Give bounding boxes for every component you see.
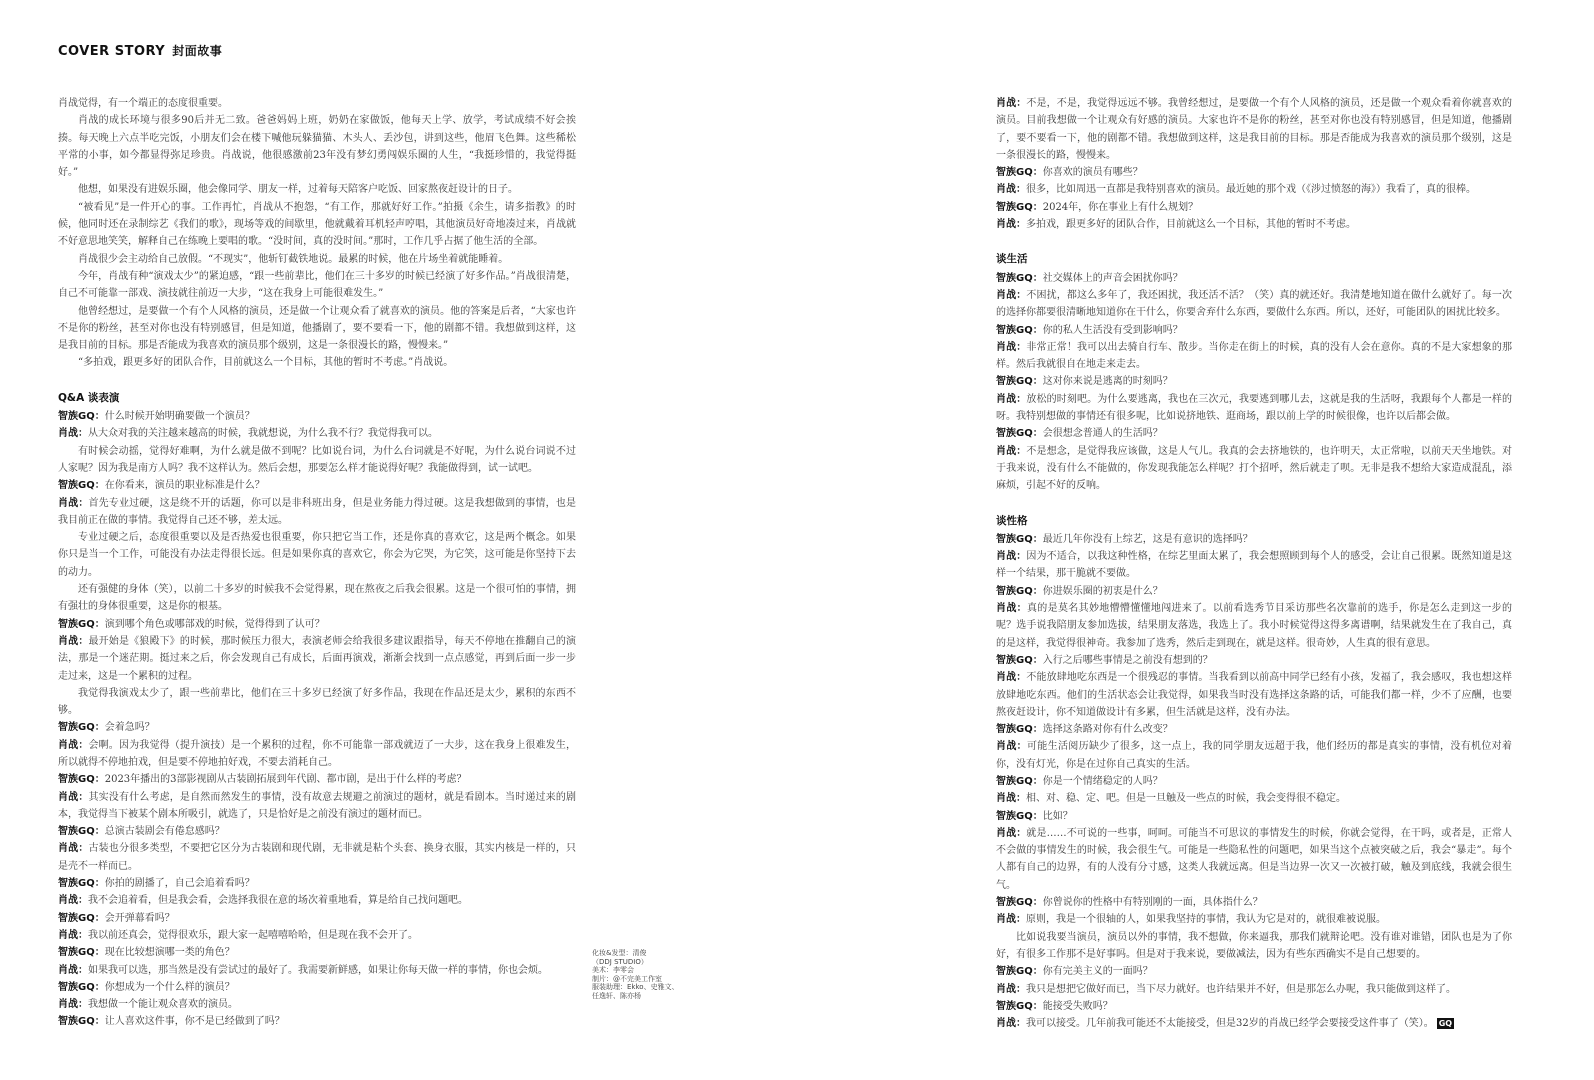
section-title-acting: Q&A 谈表演: [58, 391, 120, 404]
acting-paragraph: 有时候会动摇，觉得好难啊，为什么就是做不到呢？比如说台词，为什么台词就是不好呢，为什么说台词说不过人家呢？因为我是南方人吗？我不这样认为。然后会想，那要怎么样才能说得好呢？我能做得到，试一试吧。: [58, 445, 576, 474]
answer-text: 首先专业过硬，这是绕不开的话题，你可以是非科班出身，但是业务能力得过硬。这是我想做到的事情，也是我目前正在做的事情。我觉得自己还不够，差太远。: [58, 497, 577, 526]
credit-line: 化妆&发型：清俊: [592, 949, 647, 957]
character-question: [996, 652, 1512, 669]
answer-text: 可能生活阅历缺少了很多，这一点上，我的同学朋友远超于我，他们经历的都是真实的事情，没有机位对着你，没有灯光，你是在过你自己真实的生活。: [996, 741, 1513, 770]
answer-text: 我只是想把它做好而已，当下尽力就好。也许结果并不好，但是那怎么办呢，我只能做到这样了。: [1026, 983, 1456, 995]
answer-text: 不能放肆地吃东西是一个很残忍的事情。当我看到以前高中同学已经有小孩，发福了，我会感叹，我也想这样放肆地吃东西。他们的生活状态会让我觉得，如果我当时没有选择这条路的话，可能我们都一样，少不了应酬，也要熬夜赶设计，你不知道做设计有多累，但生活就是这样，没有办法。: [996, 672, 1513, 718]
section-header: [58, 42, 222, 59]
interviewer-label: 智族GQ：: [996, 654, 1043, 666]
gq-end-mark: GQ: [1438, 1019, 1453, 1029]
interviewee-label: 肖战：: [996, 983, 1026, 995]
interviewer-label: 智族GQ：: [58, 618, 105, 630]
acting-question: [58, 616, 576, 633]
interviewee-label: 肖战：: [996, 551, 1027, 563]
intro-paragraph: 他曾经想过，是要做一个有个人风格的演员，还是做一个让观众看了就喜欢的演员。他的答案是后者，“大家也许不是你的粉丝，甚至对你也没有特别感冒，但是知道，他播剧了，要不要看一下，他的剧都不错。我想做到这样，这是我目前的目标。那是否能成为我喜欢的演员那个级别，这是一条很漫长的路，慢慢来。”: [58, 305, 576, 352]
interviewer-label: 智族GQ：: [996, 724, 1043, 736]
interviewee-label: 肖战：: [58, 635, 89, 647]
interviewee-label: 肖战：: [996, 289, 1027, 301]
character-answer: [996, 825, 1512, 894]
interviewer-label: 智族GQ：: [996, 324, 1043, 336]
interviewer-label: 智族GQ：: [996, 585, 1043, 597]
interviewer-label: 智族GQ：: [996, 775, 1043, 787]
credit-line: 任逸轩、陈亦杨: [592, 991, 641, 1000]
character-question: [996, 583, 1512, 600]
interviewer-label: 智族GQ：: [996, 376, 1043, 388]
question-text: 你的私人生活没有受到影响吗？: [1042, 324, 1183, 336]
interviewee-label: 肖战：: [996, 914, 1026, 926]
acting-question: [58, 771, 576, 788]
acting-question: [58, 944, 576, 961]
question-text: 你曾说你的性格中有特别刚的一面，具体指什么？: [1042, 897, 1263, 909]
answer-text: 我可以接受。几年前我可能还不太能接受，但是32岁的肖战已经学会要接受这件事了（笑）。: [1026, 1018, 1434, 1030]
interviewer-label: 智族GQ：: [996, 966, 1043, 978]
answer-text: 真的是莫名其妙地懵懵懂懂地闯进来了。以前看选秀节目采访那些名次靠前的选手，你是怎么走到这一步的呢？选手说我陪朋友参加选拔，结果朋友落选，我选上了。我小时候觉得这得多离谱啊，结果就发生在了我自己，真的是这样，我觉得很神奇。我参加了选秀，然后走到现在，就是这样。很奇妙，人生真的很有意思。: [996, 603, 1513, 649]
acting-cont-question: [996, 164, 1512, 181]
acting-question: [58, 910, 576, 927]
intro-paragraph: 肖战的成长环境与很多90后并无二致。爸爸妈妈上班，奶奶在家做饭，他每天上学、放学，考试成绩不好会挨揍。每天晚上六点半吃完饭，小朋友们会在楼下喊他玩躲猫猫、木头人、丢沙包，讲到这些，他眉飞色舞。这些稀松平常的小事，如今都显得弥足珍贵。肖战说，他很感激前23年没有梦幻勇闯娱乐圈的人生，“我挺珍惜的，我觉得挺好。”: [58, 115, 576, 179]
interviewer-label: 智族GQ：: [58, 722, 105, 734]
answer-text: 多拍戏，跟更多好的团队合作，目前就这么一个目标，其他的暂时不考虑。: [1026, 219, 1356, 231]
answer-text: 因为不适合，以我这种性格，在综艺里面太累了，我会想照顾到每个人的感受，会让自己很累。既然知道是这样一个结果，那干脆就不要做。: [996, 551, 1513, 580]
question-text: 社交媒体上的声音会困扰你吗？: [1042, 272, 1183, 284]
left-column: [58, 95, 576, 1031]
intro-paragraph: “被看见”是一件开心的事。工作再忙，肖战从不抱怨，“有工作，那就好好工作。”拍摄《余生，请多指教》的时候，他同时还在录制综艺《我们的歌》，现场等戏的间歇里，他就戴着耳机轻声哼唱，其他演员好奇地凑过来，肖战就不好意思地笑笑，解释自己在练晚上要唱的歌。“没时间，真的没时间。”那时，工作几乎占据了他生活的全部。: [58, 201, 576, 248]
interviewer-label: 智族GQ：: [58, 947, 105, 959]
interviewer-label: 智族GQ：: [58, 480, 105, 492]
interviewer-label: 智族GQ：: [58, 912, 105, 924]
answer-text: 从大众对我的关注越来越高的时候，我就想说，为什么我不行？我觉得我可以。: [88, 428, 438, 440]
acting-answer: [58, 962, 576, 979]
acting-answer: [58, 633, 576, 685]
right-column: [996, 95, 1512, 1032]
question-text: 你喜欢的演员有哪些？: [1042, 167, 1143, 179]
interviewer-label: 智族GQ：: [996, 810, 1043, 822]
character-answer: [996, 790, 1512, 807]
life-question: [996, 373, 1512, 390]
answer-text: 相、对、稳、定、吧。但是一旦触及一些点的时候，我会变得很不稳定。: [1026, 793, 1346, 805]
character-answer: [996, 911, 1512, 928]
answer-text: 最开始是《狼殿下》的时候，那时候压力很大，表演老师会给我很多建议跟指导，每天不停地在推翻自己的演法，那是一个迷茫期。挺过来之后，你会发现自己有成长，后面再演戏，渐渐会找到一点点感觉，再到后面一步一步走过来，这是一个累积的过程。: [58, 635, 577, 682]
question-text: 比如？: [1042, 810, 1073, 822]
question-text: 总演古装剧会有倦怠感吗？: [104, 826, 225, 838]
acting-question: [58, 875, 576, 892]
character-question: [996, 963, 1512, 980]
question-text: 会开弹幕看吗？: [104, 912, 175, 924]
interviewee-label: 肖战：: [996, 827, 1027, 839]
question-text: 会着急吗？: [104, 722, 155, 734]
question-text: 2024年，你在事业上有什么规划？: [1042, 201, 1199, 213]
life-question: [996, 425, 1512, 442]
question-text: 你有完美主义的一面吗？: [1042, 966, 1153, 978]
interviewee-label: 肖战：: [58, 497, 89, 509]
intro-paragraph: 他想，如果没有进娱乐圈，他会像同学、朋友一样，过着每天陪客户吃饭、回家熬夜赶设计的日子。: [78, 184, 518, 196]
interviewer-label: 智族GQ：: [996, 1000, 1043, 1012]
question-text: 这对你来说是逃离的时刻吗？: [1042, 376, 1173, 388]
acting-paragraph: 专业过硬之后，态度很重要以及是否热爱也很重要，你只把它当工作，还是你真的喜欢它，这是两个概念。如果你只是当一个工作，可能没有办法走得很长远。但是如果你真的喜欢它，你会为它哭，为它笑，这可能是你坚持下去的动力。: [58, 532, 576, 578]
question-text: 在你看来，演员的职业标准是什么？: [104, 480, 265, 492]
interviewee-label: 肖战：: [996, 341, 1027, 353]
interviewee-label: 肖战：: [996, 1018, 1026, 1030]
acting-cont-question: [996, 199, 1512, 216]
character-question: [996, 894, 1512, 911]
question-text: 能接受失败吗？: [1042, 1000, 1113, 1012]
interviewee-label: 肖战：: [996, 219, 1026, 231]
interviewee-label: 肖战：: [996, 98, 1027, 109]
interviewer-label: 智族GQ：: [996, 533, 1043, 545]
question-text: 你想成为一个什么样的演员？: [104, 981, 235, 993]
character-answer: [996, 669, 1512, 721]
answer-text: 放松的时刻吧。为什么要逃离，我也在三次元，我要逃到哪儿去，这就是我的生活呀，我跟每个人都是一样的呀。我特别想做的事情还有很多呢，比如说挤地铁、逛商场，跟以前上学的时候很像，也许以后都会做。: [996, 393, 1513, 423]
character-question: [996, 773, 1512, 790]
character-question: [996, 721, 1512, 738]
answer-text: 古装也分很多类型，不要把它区分为古装剧和现代剧，无非就是粘个头套、换身衣服，其实内核是一样的，只是壳不一样而已。: [58, 843, 577, 872]
header-title-en: COVER STORY: [58, 44, 166, 59]
interviewee-label: 肖战：: [58, 843, 89, 855]
acting-answer: [58, 927, 576, 944]
intro-paragraph: “多拍戏，跟更多好的团队合作，目前就这么一个目标，其他的暂时不考虑。”肖战说。: [78, 357, 454, 369]
acting-answer: [58, 840, 576, 875]
intro-paragraph: 今年，肖战有种“演戏太少”的紧迫感，“跟一些前辈比，他们在三十多岁的时候已经演了好多作品。”肖战很清楚，自己不可能靠一部戏、演技就往前迈一大步，“这在我身上可能很难发生。”: [58, 270, 576, 300]
question-text: 让人喜欢这件事，你不是已经做到了吗？: [104, 1016, 285, 1028]
interviewee-label: 肖战：: [996, 445, 1027, 457]
answer-text: 我想做一个能让观众喜欢的演员。: [88, 999, 238, 1011]
acting-answer: [58, 495, 576, 530]
interviewer-label: 智族GQ：: [58, 1016, 105, 1028]
answer-text: 就是……不可说的一些事，呵呵。可能当不可思议的事情发生的时候，你就会觉得，在干吗，或者是，正常人不会做的事情发生的时候，我会很生气。可能是一些隐私性的问题吧，如果当这个点被突破之后，我会“暴走”。每个人都有自己的边界，有的人没有分寸感，这类人我就远离。但是当边界一次又一次被打破，触及到底线，我就会很生气。: [996, 827, 1513, 891]
answer-text: 会啊。因为我觉得（提升演技）是一个累积的过程，你不可能靠一部戏就迈了一大步，这在我身上很难发生，所以就得不停地拍戏，但是要不停地拍好戏，不要去消耗自己。: [58, 739, 577, 768]
intro-paragraph: 肖战很少会主动给自己放假。“不现实”，他斩钉截铁地说。最累的时候，他在片场坐着就能睡着。: [78, 253, 509, 265]
interviewer-label: 智族GQ：: [996, 272, 1043, 284]
acting-question: [58, 477, 576, 494]
interviewee-label: 肖战：: [996, 393, 1027, 405]
interviewee-label: 肖战：: [996, 672, 1027, 684]
acting-answer: [58, 789, 576, 824]
acting-question: [58, 408, 576, 425]
interviewer-label: 智族GQ：: [996, 428, 1043, 440]
header-title-cn: 封面故事: [172, 44, 223, 58]
interviewer-label: 智族GQ：: [58, 981, 105, 993]
character-question: [996, 998, 1512, 1015]
acting-answer: [58, 892, 576, 909]
photo-credits: [592, 949, 692, 1001]
acting-cont-answer: [996, 95, 1512, 164]
answer-text: 其实没有什么考虑，是自然而然发生的事情，没有故意去规避之前演过的题材，就是看剧本。当时递过来的剧本，我觉得当下被某个剧本所吸引，就选了，只是恰好是之前没有演过的题材而已。: [58, 791, 577, 820]
character-question: [996, 808, 1512, 825]
interviewer-label: 智族GQ：: [996, 897, 1043, 909]
section-title-character: 谈性格: [996, 514, 1028, 527]
interviewee-label: 肖战：: [996, 184, 1026, 196]
life-answer: [996, 287, 1512, 322]
character-question: [996, 531, 1512, 548]
interviewee-label: 肖战：: [58, 929, 88, 941]
interviewee-label: 肖战：: [996, 603, 1027, 615]
interviewee-label: 肖战：: [58, 791, 89, 803]
character-answer: [996, 738, 1512, 773]
question-text: 最近几年你没有上综艺，这是有意识的选择吗？: [1042, 533, 1253, 545]
interviewee-label: 肖战：: [996, 741, 1027, 753]
life-answer: [996, 391, 1512, 426]
acting-cont-answer: [996, 216, 1512, 233]
interviewee-label: 肖战：: [58, 428, 88, 440]
answer-text: 不困扰，都这么多年了，我还困扰，我还活不活？（笑）真的就还好。我清楚地知道在做什么就好了。每一次的选择你都要很清晰地知道你在干什么，你要舍弃什么东西，要做什么东西。所以，还好，可能团队的困扰比较多。: [996, 289, 1513, 319]
life-answer: [996, 443, 1512, 495]
section-title-life: 谈生活: [996, 253, 1028, 266]
interviewer-label: 智族GQ：: [58, 411, 105, 423]
credit-line: 美术：李零会: [592, 966, 634, 975]
answer-text: 不是想念，是觉得我应该做，这是人气儿。我真的会去挤地铁的，也许明天，太正常啦，以前天天坐地铁。对于我来说，没有什么不能做的，你发现我能怎么样呢？打个招呼，然后就走了呗。无非是我不想给大家造成混乱，添麻烦，引起不好的反响。: [996, 445, 1513, 492]
answer-text: 原则，我是一个很轴的人，如果我坚持的事情，我认为它是对的，就很难被说服。: [1026, 914, 1386, 926]
interviewee-label: 肖战：: [58, 895, 88, 907]
interviewer-label: 智族GQ：: [58, 826, 105, 838]
acting-cont-answer: [996, 181, 1512, 198]
credit-line: 服装助理：Ekko、史雅文、: [592, 983, 679, 992]
answer-text: 我不会追着看，但是我会看，会选择我很在意的场次着重地看，算是给自己找问题吧。: [88, 895, 468, 907]
life-answer: [996, 339, 1512, 374]
question-text: 你进娱乐圈的初衷是什么？: [1042, 585, 1163, 597]
acting-question: [58, 719, 576, 736]
answer-text: 很多，比如周迅一直都是我特别喜欢的演员。最近她的那个戏（《涉过愤怒的海》）我看了，真的很棒。: [1026, 184, 1476, 196]
character-answer: [996, 548, 1512, 583]
question-text: 2023年播出的3部影视剧从古装剧拓展到年代剧、都市剧，是出于什么样的考虑？: [104, 774, 467, 786]
interviewer-label: 智族GQ：: [58, 774, 105, 786]
character-answer: [996, 600, 1512, 652]
credit-line: （DDJ STUDIO）: [592, 957, 648, 966]
credit-line: 制片：@不完美工作室: [592, 974, 662, 983]
acting-question: [58, 1013, 576, 1030]
interviewee-label: 肖战：: [58, 964, 88, 976]
interviewee-label: 肖战：: [996, 793, 1026, 805]
acting-answer: [58, 425, 576, 442]
question-text: 你是一个情绪稳定的人吗？: [1042, 775, 1163, 787]
question-text: 演到哪个角色或哪部戏的时候，觉得得到了认可？: [104, 618, 325, 630]
life-question: [996, 270, 1512, 287]
answer-text: 不是，不是，我觉得远远不够。我曾经想过，是要做一个有个人风格的演员，还是做一个观众看着你就喜欢的演员。目前我想做一个让观众有好感的演员。大家也许不是你的粉丝，甚至对你也没有特别感冒，但是知道，他播剧了，要不要看一下，他的剧都不错。我想做到这样，这是我目前的目标。那是否能成为我喜欢的演员那个级别，这是一条很漫长的路，慢慢来。: [996, 98, 1513, 161]
question-text: 什么时候开始明确要做一个演员？: [104, 411, 255, 423]
question-text: 选择这条路对你有什么改变？: [1042, 724, 1173, 736]
character-answer: [996, 1015, 1512, 1032]
answer-text: 非常正常！我可以出去骑自行车、散步。当你走在街上的时候，真的没有人会在意你。真的不是大家想象的那样。然后我就很自在地走来走去。: [996, 341, 1513, 371]
question-text: 入行之后哪些事情是之前没有想到的？: [1042, 654, 1213, 666]
acting-answer: [58, 996, 576, 1013]
interviewer-label: 智族GQ：: [996, 201, 1043, 213]
acting-paragraph: 还有强健的身体（笑），以前二十多岁的时候我不会觉得累，现在熬夜之后我会很累。这是一个很可怕的事情，拥有强壮的身体很重要，这是你的根基。: [58, 584, 576, 613]
acting-question: [58, 979, 576, 996]
character-paragraph: 比如说我要当演员，演员以外的事情，我不想做，你来逼我，那我们就辩论吧。没有谁对谁错，团队也是为了你好，有很多工作那不是好事吗。但是对于我来说，要做减法，因为有些东西确实不是自己想要的。: [996, 931, 1512, 960]
acting-question: [58, 823, 576, 840]
interviewer-label: 智族GQ：: [996, 167, 1043, 179]
question-text: 现在比较想演哪一类的角色？: [104, 947, 235, 959]
answer-text: 我以前还真会，觉得很欢乐，跟大家一起嘻嘻哈哈，但是现在我不会开了。: [88, 929, 418, 941]
answer-text: 如果我可以选，那当然是没有尝试过的最好了。我需要新鲜感，如果让你每天做一样的事情，你也会烦。: [88, 964, 548, 976]
character-answer: [996, 981, 1512, 998]
question-text: 会很想念普通人的生活吗？: [1042, 428, 1163, 440]
interviewee-label: 肖战：: [58, 999, 88, 1011]
acting-paragraph: 我觉得我演戏太少了，跟一些前辈比，他们在三十多岁已经演了好多作品，我现在作品还是太少，累积的东西不够。: [58, 687, 576, 717]
interviewee-label: 肖战：: [58, 739, 89, 751]
intro-paragraph: 肖战觉得，有一个端正的态度很重要。: [58, 98, 228, 109]
life-question: [996, 322, 1512, 339]
question-text: 你拍的剧播了，自己会追着看吗？: [104, 878, 255, 890]
interviewer-label: 智族GQ：: [58, 878, 105, 890]
acting-answer: [58, 737, 576, 772]
